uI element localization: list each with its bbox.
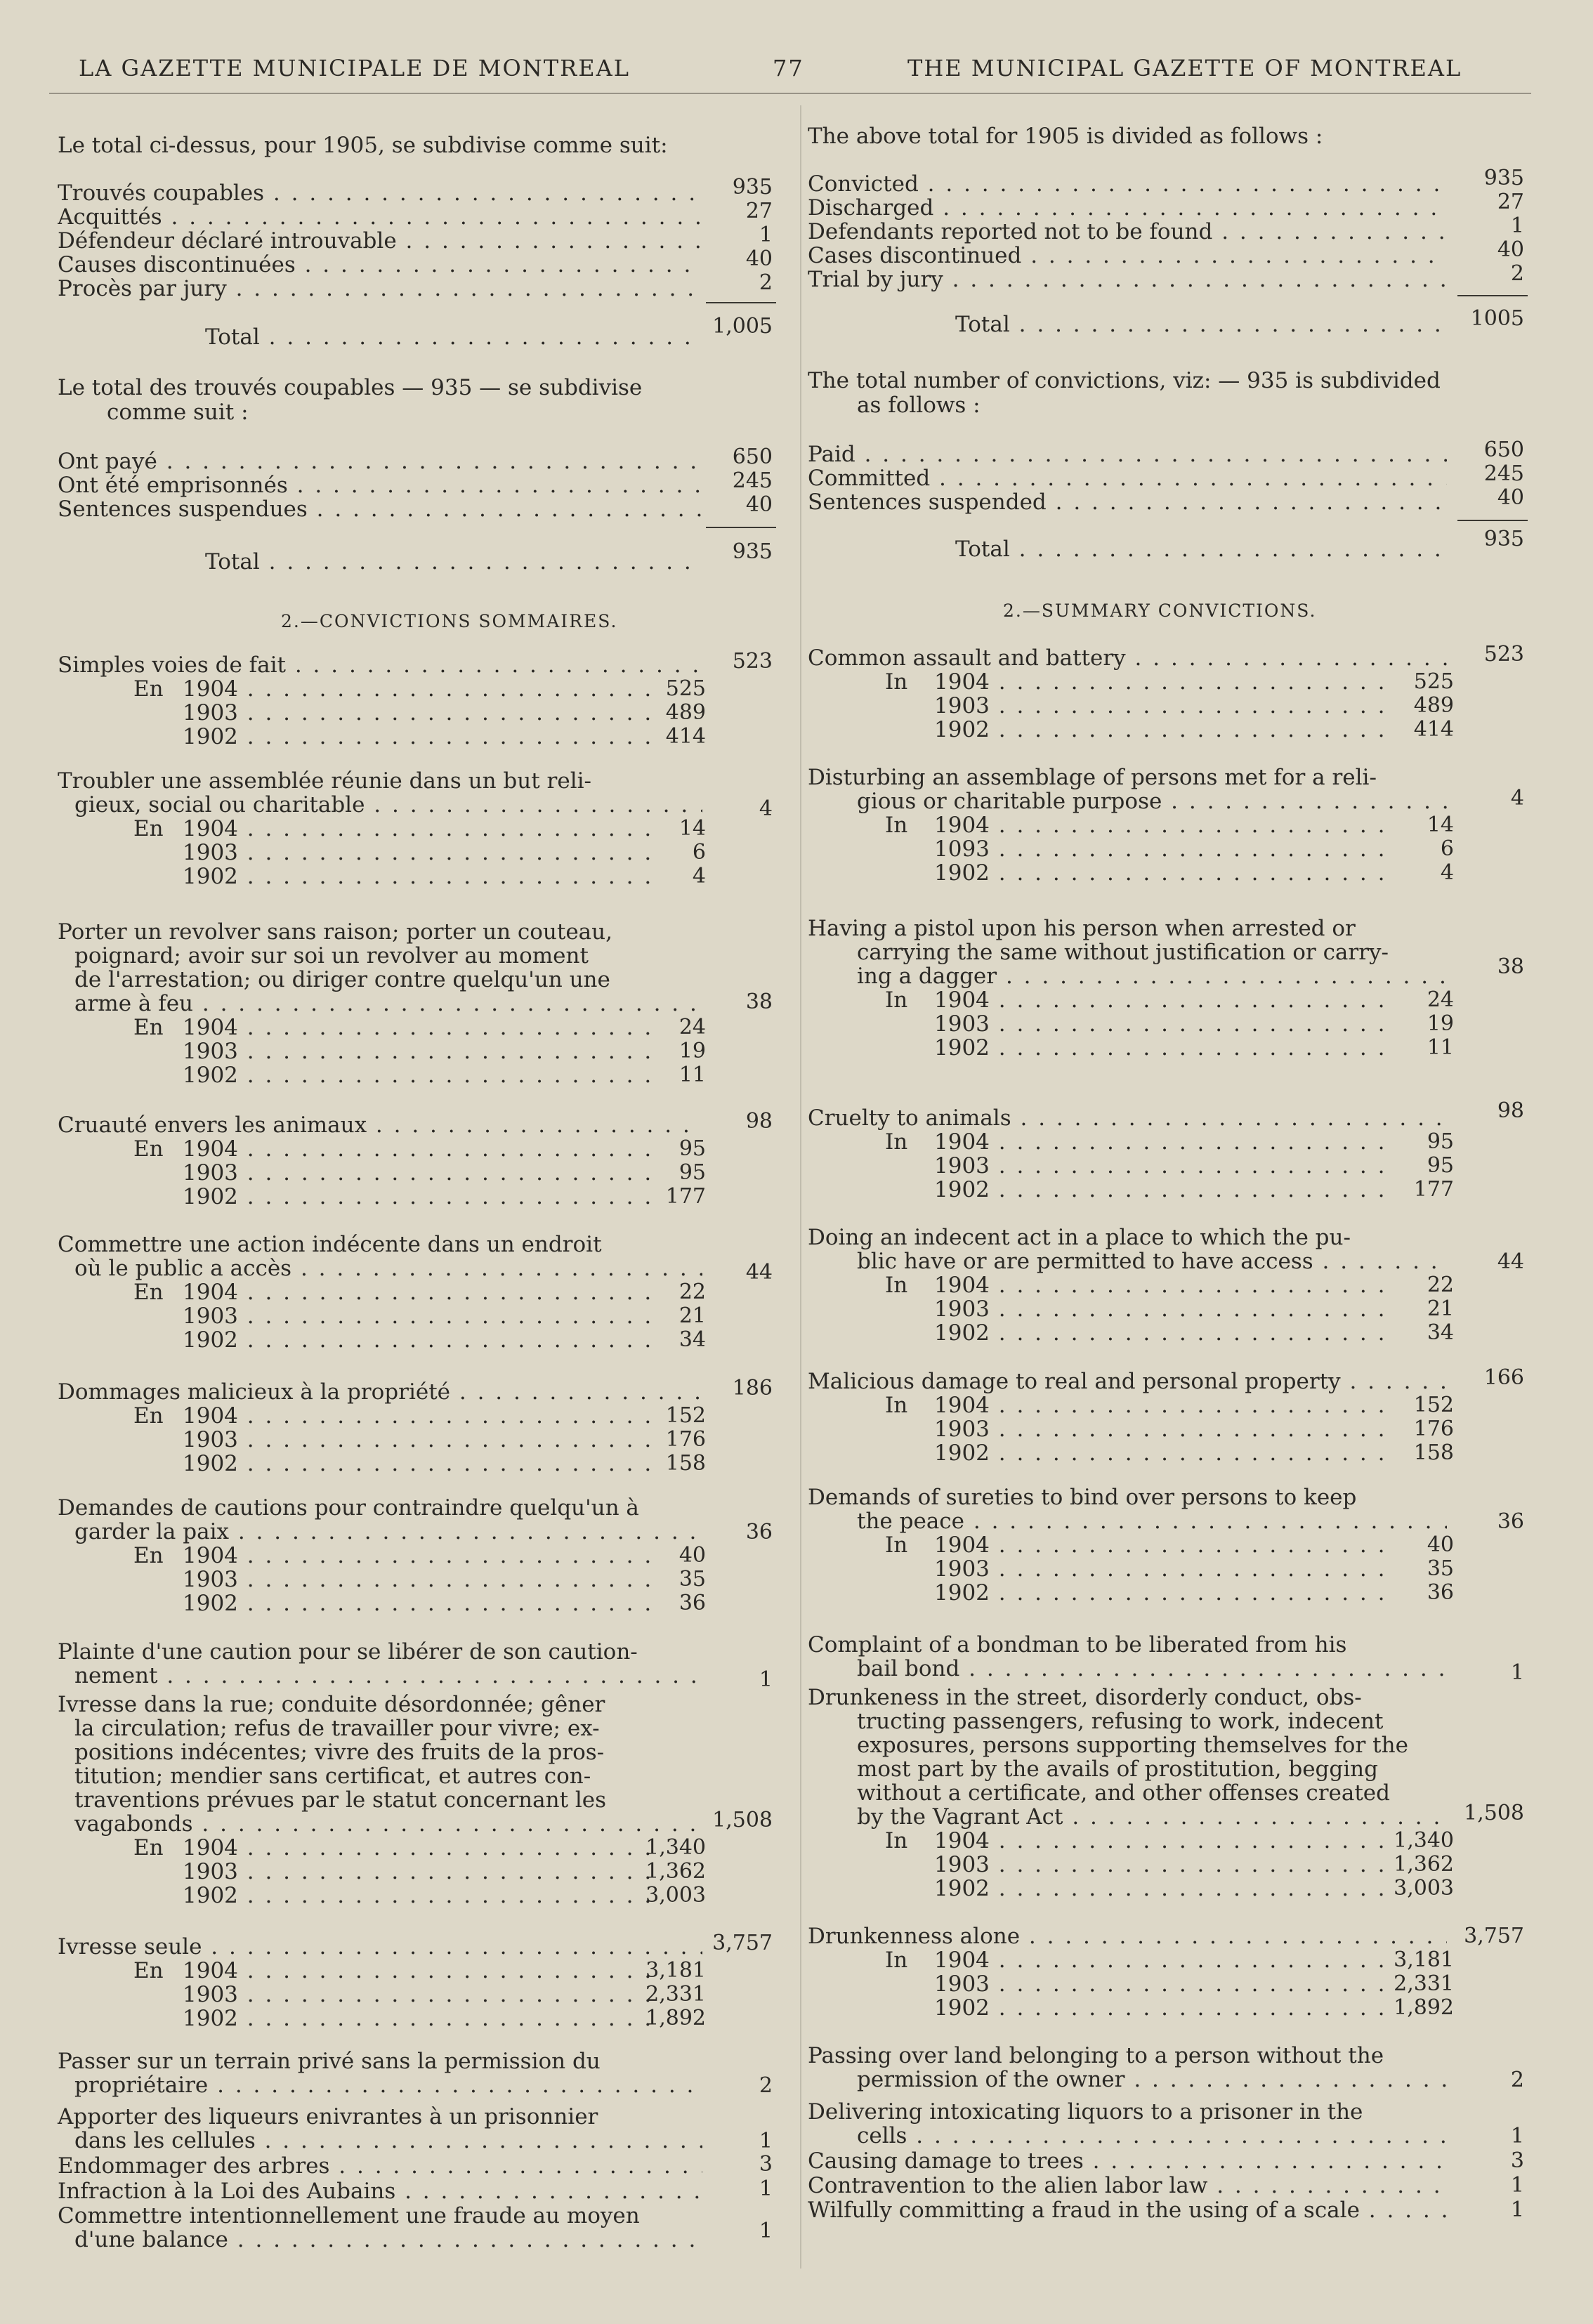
fr-year-value: 4 xyxy=(692,864,706,888)
fr-year-value: 489 xyxy=(665,700,706,725)
en-year-label: 1902 . . . xyxy=(934,718,1398,742)
fr-year-value: 158 xyxy=(665,1451,706,1476)
en-conviction-label: Sentences suspended . . . xyxy=(808,490,1447,514)
fr-year-label: 1902 . . . xyxy=(183,1328,650,1352)
fr-conviction-value: 245 xyxy=(732,468,773,493)
fr-offence-label: gieux, social ou charitable . . . xyxy=(74,793,702,817)
fr-offence-label: poignard; avoir sur soi un revolver au moment xyxy=(74,943,589,969)
header-rule xyxy=(49,93,1531,94)
fr-year-value: 152 xyxy=(665,1403,706,1428)
fr-year-label: 1903 . . . xyxy=(183,1860,650,1884)
fr-year-value: 525 xyxy=(665,676,706,701)
en-year-value: 525 xyxy=(1413,669,1454,694)
en-year-prefix: In xyxy=(885,1828,908,1853)
fr-year-label: 1903 . . . xyxy=(183,1568,650,1591)
en-year-value: 152 xyxy=(1413,1393,1454,1417)
fr-year-label: 1902 . . . xyxy=(183,1884,650,1908)
header-left-title: LA GAZETTE MUNICIPALE DE MONTREAL xyxy=(79,55,630,81)
fr-offence-label: Troubler une assemblée réunie dans un but reli- xyxy=(58,768,592,794)
fr-sum-rule xyxy=(706,302,776,303)
fr-offence-total: 38 xyxy=(745,990,773,1014)
fr-offence-label: nement . . . xyxy=(74,1664,702,1688)
fr-year-value: 3,181 xyxy=(645,1958,706,1983)
fr-offence-label: arme à feu . . . xyxy=(74,992,702,1016)
fr-conviction-value: 40 xyxy=(745,492,773,517)
fr-offence-label: vagabonds . . . xyxy=(74,1812,702,1836)
fr-year-prefix: En xyxy=(133,1136,164,1162)
fr-breakdown-value: 1 xyxy=(759,223,773,247)
fr-offence-label: Commettre une action indécente dans un endroit xyxy=(58,1232,602,1257)
fr-year-value: 36 xyxy=(678,1591,706,1615)
fr-year-value: 11 xyxy=(678,1063,706,1087)
fr-offence-label: positions indécentes; vivre des fruits de la pros- xyxy=(74,1740,605,1765)
fr-offence-total: 44 xyxy=(745,1260,773,1285)
en-offence-total: 1 xyxy=(1510,1660,1524,1685)
en-year-label: 1904 . . . xyxy=(934,813,1398,837)
fr-breakdown-value: 27 xyxy=(745,199,773,223)
fr-conviction-value: 650 xyxy=(732,445,773,469)
fr-offence-total: 1 xyxy=(759,2177,773,2201)
en-sum-rule xyxy=(1457,295,1528,296)
fr-offence-label: propriétaire . . . xyxy=(74,2073,702,2097)
en-year-value: 158 xyxy=(1413,1440,1454,1465)
en-conviction-label: Paid . . . xyxy=(808,442,1447,466)
en-year-label: 1904 . . . xyxy=(934,988,1398,1012)
en-offence-label: Causing damage to trees . . . xyxy=(808,2149,1447,2173)
fr-year-value: 35 xyxy=(678,1567,706,1591)
fr-year-label: 1902 . . . xyxy=(183,1063,650,1087)
en-year-value: 35 xyxy=(1427,1556,1454,1581)
en-total-value: 1005 xyxy=(1470,306,1524,331)
en-year-value: 489 xyxy=(1413,693,1454,718)
fr-offence-label: Porter un revolver sans raison; porter un couteau, xyxy=(58,919,612,945)
fr-year-label: 1904 . . . xyxy=(183,817,650,841)
fr-year-value: 34 xyxy=(678,1327,706,1352)
en-year-value: 24 xyxy=(1427,987,1454,1012)
fr-year-prefix: En xyxy=(133,816,164,841)
fr-intro: Le total ci-dessus, pour 1905, se subdivise comme suit: xyxy=(58,133,668,158)
fr-year-prefix: En xyxy=(133,1280,164,1305)
fr-offence-label: titution; mendier sans certificat, et autres con- xyxy=(74,1764,591,1789)
en-offence-label: cells . . . xyxy=(857,2124,1447,2148)
fr-year-value: 22 xyxy=(678,1280,706,1304)
fr-year-prefix: En xyxy=(133,1835,164,1860)
en-year-value: 40 xyxy=(1427,1532,1454,1557)
fr-total2-label: Total . . . xyxy=(205,550,702,574)
en-year-label: 1904 . . . xyxy=(934,1829,1398,1853)
en-offence-label: most part by the avails of prostitution, begging xyxy=(857,1757,1378,1782)
header-right-title: THE MUNICIPAL GAZETTE OF MONTREAL xyxy=(907,55,1462,81)
en-year-label: 1904 . . . xyxy=(934,670,1398,694)
en-conviction-label: Committed . . . xyxy=(808,466,1447,490)
en-year-prefix: In xyxy=(885,1948,908,1973)
en-offence-total: 1 xyxy=(1510,2173,1524,2198)
fr-offence-total: 2 xyxy=(759,2073,773,2098)
en-offence-label: Passing over land belonging to a person without the xyxy=(808,2043,1384,2068)
en-offence-total: 1,508 xyxy=(1464,1801,1524,1825)
en-year-prefix: In xyxy=(885,1532,908,1558)
fr-offence-label: Apporter des liqueurs enivrantes à un prisonnier xyxy=(58,2104,598,2129)
en-offence-label: Having a pistol upon his person when arrested or xyxy=(808,916,1356,941)
fr-total2-value: 935 xyxy=(732,539,773,564)
en-year-prefix: In xyxy=(885,1273,908,1298)
en-breakdown-value: 2 xyxy=(1510,261,1524,286)
en-offence-label: the peace . . . xyxy=(857,1509,1447,1533)
en-year-value: 176 xyxy=(1413,1417,1454,1441)
fr-convictions-intro: Le total des trouvés coupables — 935 — se subdivise xyxy=(58,375,643,400)
fr-year-value: 95 xyxy=(678,1160,706,1185)
en-offence-label: Common assault and battery . . . xyxy=(808,646,1447,670)
en-breakdown-value: 1 xyxy=(1510,214,1524,238)
en-offence-label: Demands of sureties to bind over persons to keep xyxy=(808,1485,1357,1510)
fr-offence-label: où le public a accès . . . xyxy=(74,1256,702,1280)
en-year-label: 1903 . . . xyxy=(934,1297,1398,1321)
en-total-label: Total . . . xyxy=(955,313,1447,336)
fr-conviction-label: Ont été emprisonnés . . . xyxy=(58,473,702,497)
en-year-value: 11 xyxy=(1427,1035,1454,1060)
fr-offence-total: 1 xyxy=(759,2129,773,2153)
fr-year-label: 1904 . . . xyxy=(183,1137,650,1161)
fr-offence-total: 523 xyxy=(732,649,773,674)
column-divider xyxy=(800,105,801,2269)
fr-offence-total: 1 xyxy=(759,1667,773,1692)
fr-offence-label: Plainte d'une caution pour se libérer de son caution- xyxy=(58,1639,638,1665)
fr-offence-total: 1 xyxy=(759,2219,773,2243)
en-year-label: 1902 . . . xyxy=(934,1877,1398,1900)
en-year-value: 36 xyxy=(1427,1580,1454,1605)
en-year-value: 14 xyxy=(1427,813,1454,837)
fr-year-prefix: En xyxy=(133,1543,164,1568)
fr-year-label: 1902 . . . xyxy=(183,865,650,888)
fr-year-label: 1903 . . . xyxy=(183,1428,650,1452)
fr-year-label: 1902 . . . xyxy=(183,2007,650,2030)
fr-offence-total: 3,757 xyxy=(712,1931,773,1955)
fr-year-value: 1,362 xyxy=(645,1859,706,1884)
en-year-label: 1903 . . . xyxy=(934,1154,1398,1178)
en-section-title: 2.—SUMMARY CONVICTIONS. xyxy=(1003,600,1317,621)
en-year-label: 1093 . . . xyxy=(934,837,1398,861)
fr-convictions-intro-cont: comme suit : xyxy=(107,400,249,425)
en-offence-label: Doing an indecent act in a place to which the pu- xyxy=(808,1225,1351,1250)
en-breakdown-value: 935 xyxy=(1483,166,1524,190)
en-year-value: 22 xyxy=(1427,1273,1454,1297)
en-year-value: 4 xyxy=(1440,860,1454,885)
en-breakdown-value: 27 xyxy=(1497,190,1524,214)
en-breakdown-label: Defendants reported not to be found . . . xyxy=(808,220,1447,244)
en-total2-label: Total . . . xyxy=(955,537,1447,561)
en-year-value: 414 xyxy=(1413,717,1454,742)
fr-year-value: 177 xyxy=(665,1184,706,1209)
en-year-value: 95 xyxy=(1427,1129,1454,1154)
en-year-label: 1902 . . . xyxy=(934,1996,1398,2020)
fr-offence-total: 186 xyxy=(732,1376,773,1400)
fr-offence-label: garder la paix . . . xyxy=(74,1520,702,1544)
en-offence-total: 1 xyxy=(1510,2124,1524,2148)
fr-sum-rule-2 xyxy=(706,527,776,528)
en-year-value: 6 xyxy=(1440,836,1454,861)
fr-year-value: 95 xyxy=(678,1136,706,1161)
fr-year-label: 1904 . . . xyxy=(183,1280,650,1304)
en-offence-total: 4 xyxy=(1510,786,1524,810)
fr-offence-label: la circulation; refus de travailler pour vivre; ex- xyxy=(74,1716,600,1741)
fr-offence-total: 4 xyxy=(759,796,773,821)
fr-year-label: 1903 . . . xyxy=(183,701,650,725)
en-offence-total: 36 xyxy=(1497,1509,1524,1534)
fr-offence-label: traventions prévues par le statut concernant les xyxy=(74,1787,607,1813)
fr-year-value: 3,003 xyxy=(645,1883,706,1908)
en-offence-label: Disturbing an assemblage of persons met for a reli- xyxy=(808,765,1377,790)
fr-year-label: 1903 . . . xyxy=(183,1039,650,1063)
fr-section-title: 2.—CONVICTIONS SOMMAIRES. xyxy=(281,611,618,631)
fr-year-label: 1902 . . . xyxy=(183,1185,650,1209)
fr-conviction-label: Sentences suspendues . . . xyxy=(58,497,702,521)
en-convictions-intro-cont: as follows : xyxy=(857,393,981,418)
fr-year-label: 1904 . . . xyxy=(183,1959,650,1983)
fr-breakdown-value: 935 xyxy=(732,175,773,199)
en-year-label: 1902 . . . xyxy=(934,861,1398,885)
en-year-value: 21 xyxy=(1427,1296,1454,1321)
fr-offence-label: Cruauté envers les animaux . . . xyxy=(58,1113,702,1137)
en-year-label: 1903 . . . xyxy=(934,1012,1398,1036)
fr-offence-label: d'une balance . . . xyxy=(74,2228,702,2252)
en-offence-label: Contravention to the alien labor law . . . xyxy=(808,2174,1447,2198)
en-offence-label: bail bond . . . xyxy=(857,1657,1447,1681)
en-breakdown-value: 40 xyxy=(1497,237,1524,262)
en-offence-label: ing a dagger . . . xyxy=(857,964,1447,988)
en-offence-total: 523 xyxy=(1483,642,1524,667)
fr-year-label: 1903 . . . xyxy=(183,1983,650,2007)
en-year-value: 2,331 xyxy=(1394,1971,1454,1996)
en-conviction-value: 245 xyxy=(1483,461,1524,486)
en-year-label: 1902 . . . xyxy=(934,1321,1398,1345)
en-offence-total: 166 xyxy=(1483,1365,1524,1390)
en-breakdown-label: Convicted . . . xyxy=(808,172,1447,196)
en-offence-total: 3 xyxy=(1510,2148,1524,2173)
en-year-label: 1904 . . . xyxy=(934,1393,1398,1417)
fr-year-value: 1,892 xyxy=(645,2006,706,2030)
page-number: 77 xyxy=(773,55,804,81)
en-year-label: 1903 . . . xyxy=(934,1853,1398,1877)
en-year-label: 1903 . . . xyxy=(934,1557,1398,1581)
fr-year-label: 1904 . . . xyxy=(183,1836,650,1860)
fr-year-value: 176 xyxy=(665,1427,706,1452)
fr-offence-total: 3 xyxy=(759,2152,773,2177)
en-offence-label: Malicious damage to real and personal property . . . xyxy=(808,1370,1447,1393)
fr-offence-label: Demandes de cautions pour contraindre quelqu'un à xyxy=(58,1495,639,1521)
en-offence-label: without a certificate, and other offenses created xyxy=(857,1780,1391,1806)
en-year-label: 1904 . . . xyxy=(934,1130,1398,1154)
fr-year-value: 2,331 xyxy=(645,1982,706,2007)
fr-offence-label: Simples voies de fait . . . xyxy=(58,653,702,677)
fr-year-value: 40 xyxy=(678,1543,706,1568)
fr-year-value: 1,340 xyxy=(645,1835,706,1860)
en-year-label: 1902 . . . xyxy=(934,1581,1398,1605)
en-year-prefix: In xyxy=(885,1393,908,1418)
en-year-label: 1904 . . . xyxy=(934,1273,1398,1297)
en-offence-label: Complaint of a bondman to be liberated from his xyxy=(808,1632,1347,1657)
en-offence-label: Delivering intoxicating liquors to a prisoner in the xyxy=(808,2099,1363,2125)
en-offence-label: Drunkenness alone . . . xyxy=(808,1924,1447,1948)
en-offence-label: Wilfully committing a fraud in the using of a scale . . . xyxy=(808,2198,1447,2222)
en-year-label: 1904 . . . xyxy=(934,1948,1398,1972)
fr-total-label: Total . . . xyxy=(205,325,702,349)
en-sum-rule-2 xyxy=(1457,520,1528,521)
en-offence-total: 2 xyxy=(1510,2068,1524,2092)
fr-year-value: 19 xyxy=(678,1039,706,1063)
fr-year-label: 1902 . . . xyxy=(183,1591,650,1615)
fr-breakdown-label: Défendeur déclaré introuvable . . . xyxy=(58,229,702,253)
en-year-value: 95 xyxy=(1427,1153,1454,1178)
fr-year-prefix: En xyxy=(133,1403,164,1429)
fr-breakdown-label: Causes discontinuées . . . xyxy=(58,253,702,277)
fr-offence-label: Dommages malicieux à la propriété . . . xyxy=(58,1380,702,1404)
en-year-prefix: In xyxy=(885,813,908,838)
en-conviction-value: 650 xyxy=(1483,438,1524,462)
fr-offence-label: Endommager des arbres . . . xyxy=(58,2154,702,2178)
en-offence-label: Cruelty to animals . . . xyxy=(808,1106,1447,1130)
en-total2-value: 935 xyxy=(1483,527,1524,551)
en-year-label: 1903 . . . xyxy=(934,1972,1398,1996)
en-year-label: 1903 . . . xyxy=(934,1417,1398,1441)
fr-offence-label: Commettre intentionnellement une fraude au moyen xyxy=(58,2203,640,2228)
en-conviction-value: 40 xyxy=(1497,485,1524,510)
en-breakdown-label: Discharged . . . xyxy=(808,196,1447,220)
fr-offence-label: Ivresse seule . . . xyxy=(58,1935,702,1959)
fr-offence-label: de l'arrestation; ou diriger contre quelqu'un une xyxy=(74,967,610,992)
en-offence-total: 1 xyxy=(1510,2198,1524,2222)
en-year-label: 1904 . . . xyxy=(934,1533,1398,1557)
fr-breakdown-value: 2 xyxy=(759,270,773,295)
en-offence-label: Drunkeness in the street, disorderly conduct, obs- xyxy=(808,1685,1362,1710)
fr-offence-label: Ivresse dans la rue; conduite désordonnée; gêner xyxy=(58,1692,605,1717)
fr-offence-total: 36 xyxy=(745,1520,773,1544)
fr-year-prefix: En xyxy=(133,1958,164,1983)
en-offence-total: 44 xyxy=(1497,1249,1524,1274)
en-offence-label: blic have or are permitted to have access . . . xyxy=(857,1249,1447,1273)
en-year-value: 3,181 xyxy=(1394,1948,1454,1972)
en-offence-label: by the Vagrant Act . . . xyxy=(857,1805,1447,1829)
en-offence-label: permission of the owner . . . xyxy=(857,2068,1447,2092)
fr-offence-label: dans les cellules . . . xyxy=(74,2129,702,2153)
en-breakdown-label: Trial by jury . . . xyxy=(808,268,1447,291)
fr-year-label: 1903 . . . xyxy=(183,1161,650,1185)
en-year-label: 1902 . . . xyxy=(934,1441,1398,1465)
fr-year-label: 1903 . . . xyxy=(183,1304,650,1328)
en-offence-label: tructing passengers, refusing to work, indecent xyxy=(857,1709,1384,1734)
fr-year-value: 24 xyxy=(678,1015,706,1039)
fr-offence-total: 98 xyxy=(745,1109,773,1134)
fr-year-label: 1902 . . . xyxy=(183,725,650,749)
fr-year-value: 21 xyxy=(678,1304,706,1328)
en-offence-label: carrying the same without justification or carry- xyxy=(857,940,1389,965)
en-breakdown-label: Cases discontinued . . . xyxy=(808,244,1447,268)
fr-total-value: 1,005 xyxy=(712,314,773,339)
fr-breakdown-value: 40 xyxy=(745,247,773,271)
fr-year-label: 1903 . . . xyxy=(183,841,650,865)
fr-conviction-label: Ont payé . . . xyxy=(58,449,702,473)
en-offence-label: gious or charitable purpose . . . xyxy=(857,789,1447,813)
fr-breakdown-label: Acquittés . . . xyxy=(58,205,702,229)
fr-year-label: 1904 . . . xyxy=(183,1544,650,1568)
fr-breakdown-label: Trouvés coupables . . . xyxy=(58,181,702,205)
fr-year-value: 14 xyxy=(678,816,706,841)
en-year-prefix: In xyxy=(885,1129,908,1155)
fr-breakdown-label: Procès par jury . . . xyxy=(58,277,702,301)
en-year-value: 1,362 xyxy=(1394,1852,1454,1877)
en-year-value: 177 xyxy=(1413,1177,1454,1202)
en-offence-total: 3,757 xyxy=(1464,1924,1524,1948)
en-year-value: 34 xyxy=(1427,1320,1454,1345)
en-year-label: 1903 . . . xyxy=(934,694,1398,718)
en-convictions-intro: The total number of convictions, viz: — 935 is subdivided xyxy=(808,368,1441,393)
en-offence-total: 98 xyxy=(1497,1098,1524,1123)
en-year-prefix: In xyxy=(885,669,908,695)
en-year-label: 1902 . . . xyxy=(934,1036,1398,1060)
fr-year-label: 1904 . . . xyxy=(183,1404,650,1428)
en-offence-total: 38 xyxy=(1497,954,1524,979)
en-offence-label: exposures, persons supporting themselves for the xyxy=(857,1733,1408,1758)
fr-offence-total: 1,508 xyxy=(712,1808,773,1832)
en-year-prefix: In xyxy=(885,987,908,1013)
en-year-value: 1,340 xyxy=(1394,1828,1454,1853)
fr-year-value: 414 xyxy=(665,724,706,749)
fr-year-value: 6 xyxy=(692,840,706,865)
en-intro: The above total for 1905 is divided as follows : xyxy=(808,124,1323,149)
fr-year-prefix: En xyxy=(133,676,164,702)
en-year-value: 19 xyxy=(1427,1011,1454,1036)
fr-offence-label: Passer sur un terrain privé sans la permission du xyxy=(58,2049,601,2074)
fr-offence-label: Infraction à la Loi des Aubains . . . xyxy=(58,2179,702,2203)
fr-year-label: 1902 . . . xyxy=(183,1452,650,1476)
en-year-value: 1,892 xyxy=(1394,1995,1454,2020)
fr-year-prefix: En xyxy=(133,1015,164,1040)
en-year-value: 3,003 xyxy=(1394,1876,1454,1900)
en-year-label: 1902 . . . xyxy=(934,1178,1398,1202)
fr-year-label: 1904 . . . xyxy=(183,677,650,701)
fr-year-label: 1904 . . . xyxy=(183,1016,650,1039)
